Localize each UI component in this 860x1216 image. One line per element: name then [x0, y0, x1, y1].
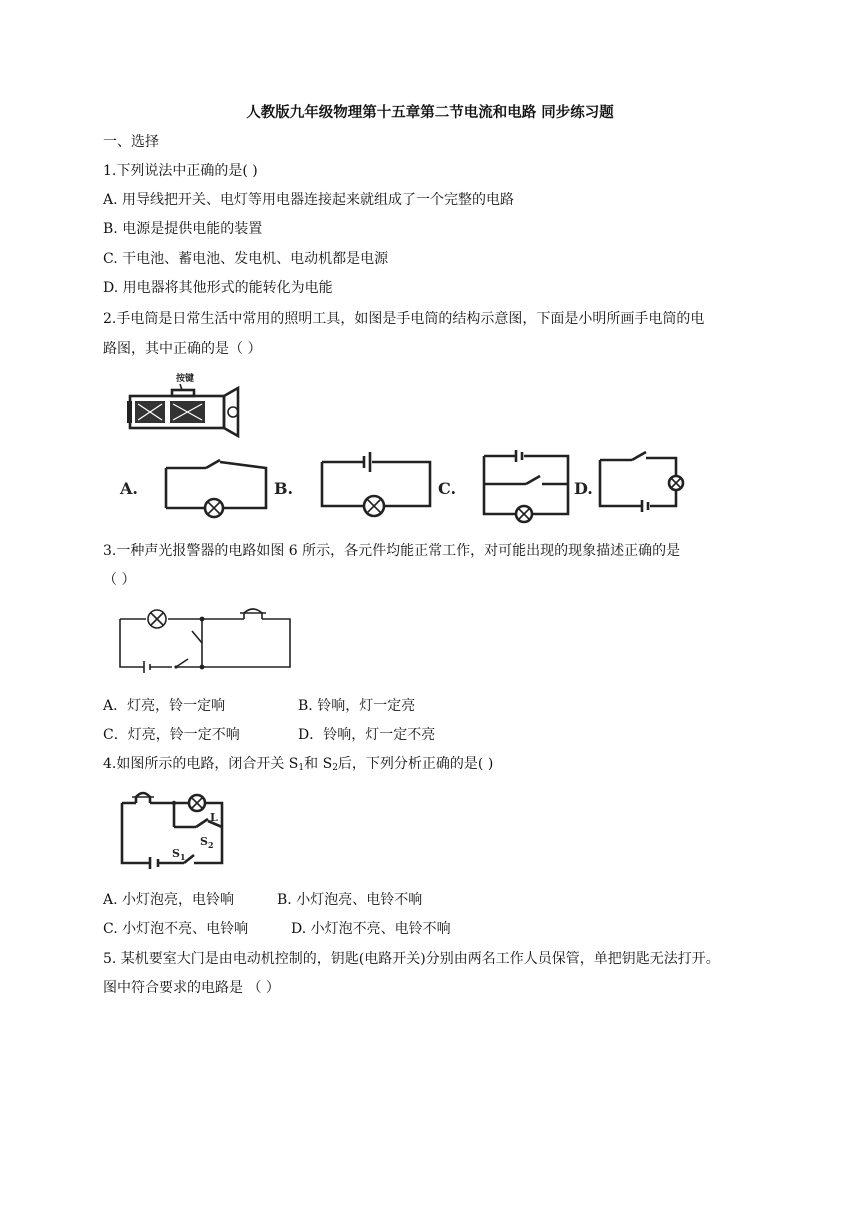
q2-option-c-label: C.	[438, 479, 457, 498]
q4-stem-part3: 后，下列分析正确的是( )	[337, 756, 494, 772]
q5-stem-line2: 图中符合要求的电路是 （ ）	[103, 980, 280, 996]
q4-option-c: C. 小灯泡不亮、电铃响	[103, 921, 249, 937]
q2-circuit-a	[166, 460, 266, 517]
q4-option-a: A. 小灯泡亮，电铃响	[103, 892, 235, 908]
q2-circuit-d	[600, 452, 683, 512]
q1-option-c: C. 干电池、蓄电池、发电机、电动机都是电源	[103, 251, 389, 267]
q3-stem-line1: 3.一种声光报警器的电路如图 6 所示，各元件均能正常工作，对可能出现的现象描述正确的是	[103, 543, 681, 559]
q2-option-a-label: A.	[120, 479, 138, 498]
q4-stem-sub1: 1	[298, 763, 305, 773]
q1-option-a: A. 用导线把开关、电灯等用电器连接起来就组成了一个完整的电路	[103, 192, 515, 208]
q2-option-d-label: D.	[574, 479, 593, 498]
q4-stem-part2: 和 S	[304, 756, 333, 772]
q3-option-b: B. 铃响，灯一定亮	[298, 698, 416, 714]
q2-circuit-options	[118, 448, 698, 528]
q3-alarm-circuit	[116, 603, 296, 675]
section-heading: 一、选择	[103, 134, 159, 150]
q4-s1-letter: S	[172, 847, 180, 860]
flashlight-figure	[120, 368, 250, 438]
q4-option-d: D. 小灯泡不亮、电铃不响	[291, 921, 451, 937]
q2-circuit-b	[322, 452, 430, 516]
q4-circuit	[118, 787, 230, 869]
q1-option-b: B. 电源是提供电能的装置	[103, 221, 263, 237]
q2-circuit-c	[484, 450, 568, 522]
q4-stem-sub2: 2	[332, 763, 338, 773]
document-title: 人教版九年级物理第十五章第二节电流和电路 同步练习题	[246, 104, 614, 121]
q2-stem-line1: 2.手电筒是日常生活中常用的照明工具，如图是手电筒的结构示意图，下面是小明所画手电筒的电	[103, 311, 705, 327]
q4-stem	[103, 754, 493, 778]
q2-option-b-label: B.	[274, 479, 294, 498]
q3-option-d: D．铃响，灯一定不亮	[298, 727, 436, 743]
q3-option-a: A．灯亮，铃一定响	[103, 698, 226, 714]
q4-s2-sub: 2	[207, 840, 214, 850]
q4-s1-sub: 1	[179, 852, 186, 862]
q4-stem-part1: 4.如图所示的电路，闭合开关 S	[103, 756, 299, 772]
q2-stem-line2: 路图，其中正确的是（ ）	[103, 341, 262, 357]
q3-option-c: C．灯亮，铃一定不响	[103, 727, 240, 743]
q1-stem: 1.下列说法中正确的是( )	[103, 163, 258, 179]
q4-s2-letter: S	[200, 835, 208, 848]
q4-s1-label	[172, 847, 186, 862]
flashlight-button-label: 按键	[176, 374, 195, 384]
q4-s2-label	[200, 835, 214, 850]
q5-stem-line1: 5. 某机要室大门是由电动机控制的，钥匙(电路开关)分别由两名工作人员保管，单把钥匙无法打开。	[103, 951, 720, 967]
q4-option-b: B. 小灯泡亮、电铃不响	[277, 892, 423, 908]
q3-stem-line2: （ ）	[103, 572, 136, 588]
q4-lamp-label: L	[210, 811, 218, 824]
q1-option-d: D. 用电器将其他形式的能转化为电能	[103, 280, 333, 296]
